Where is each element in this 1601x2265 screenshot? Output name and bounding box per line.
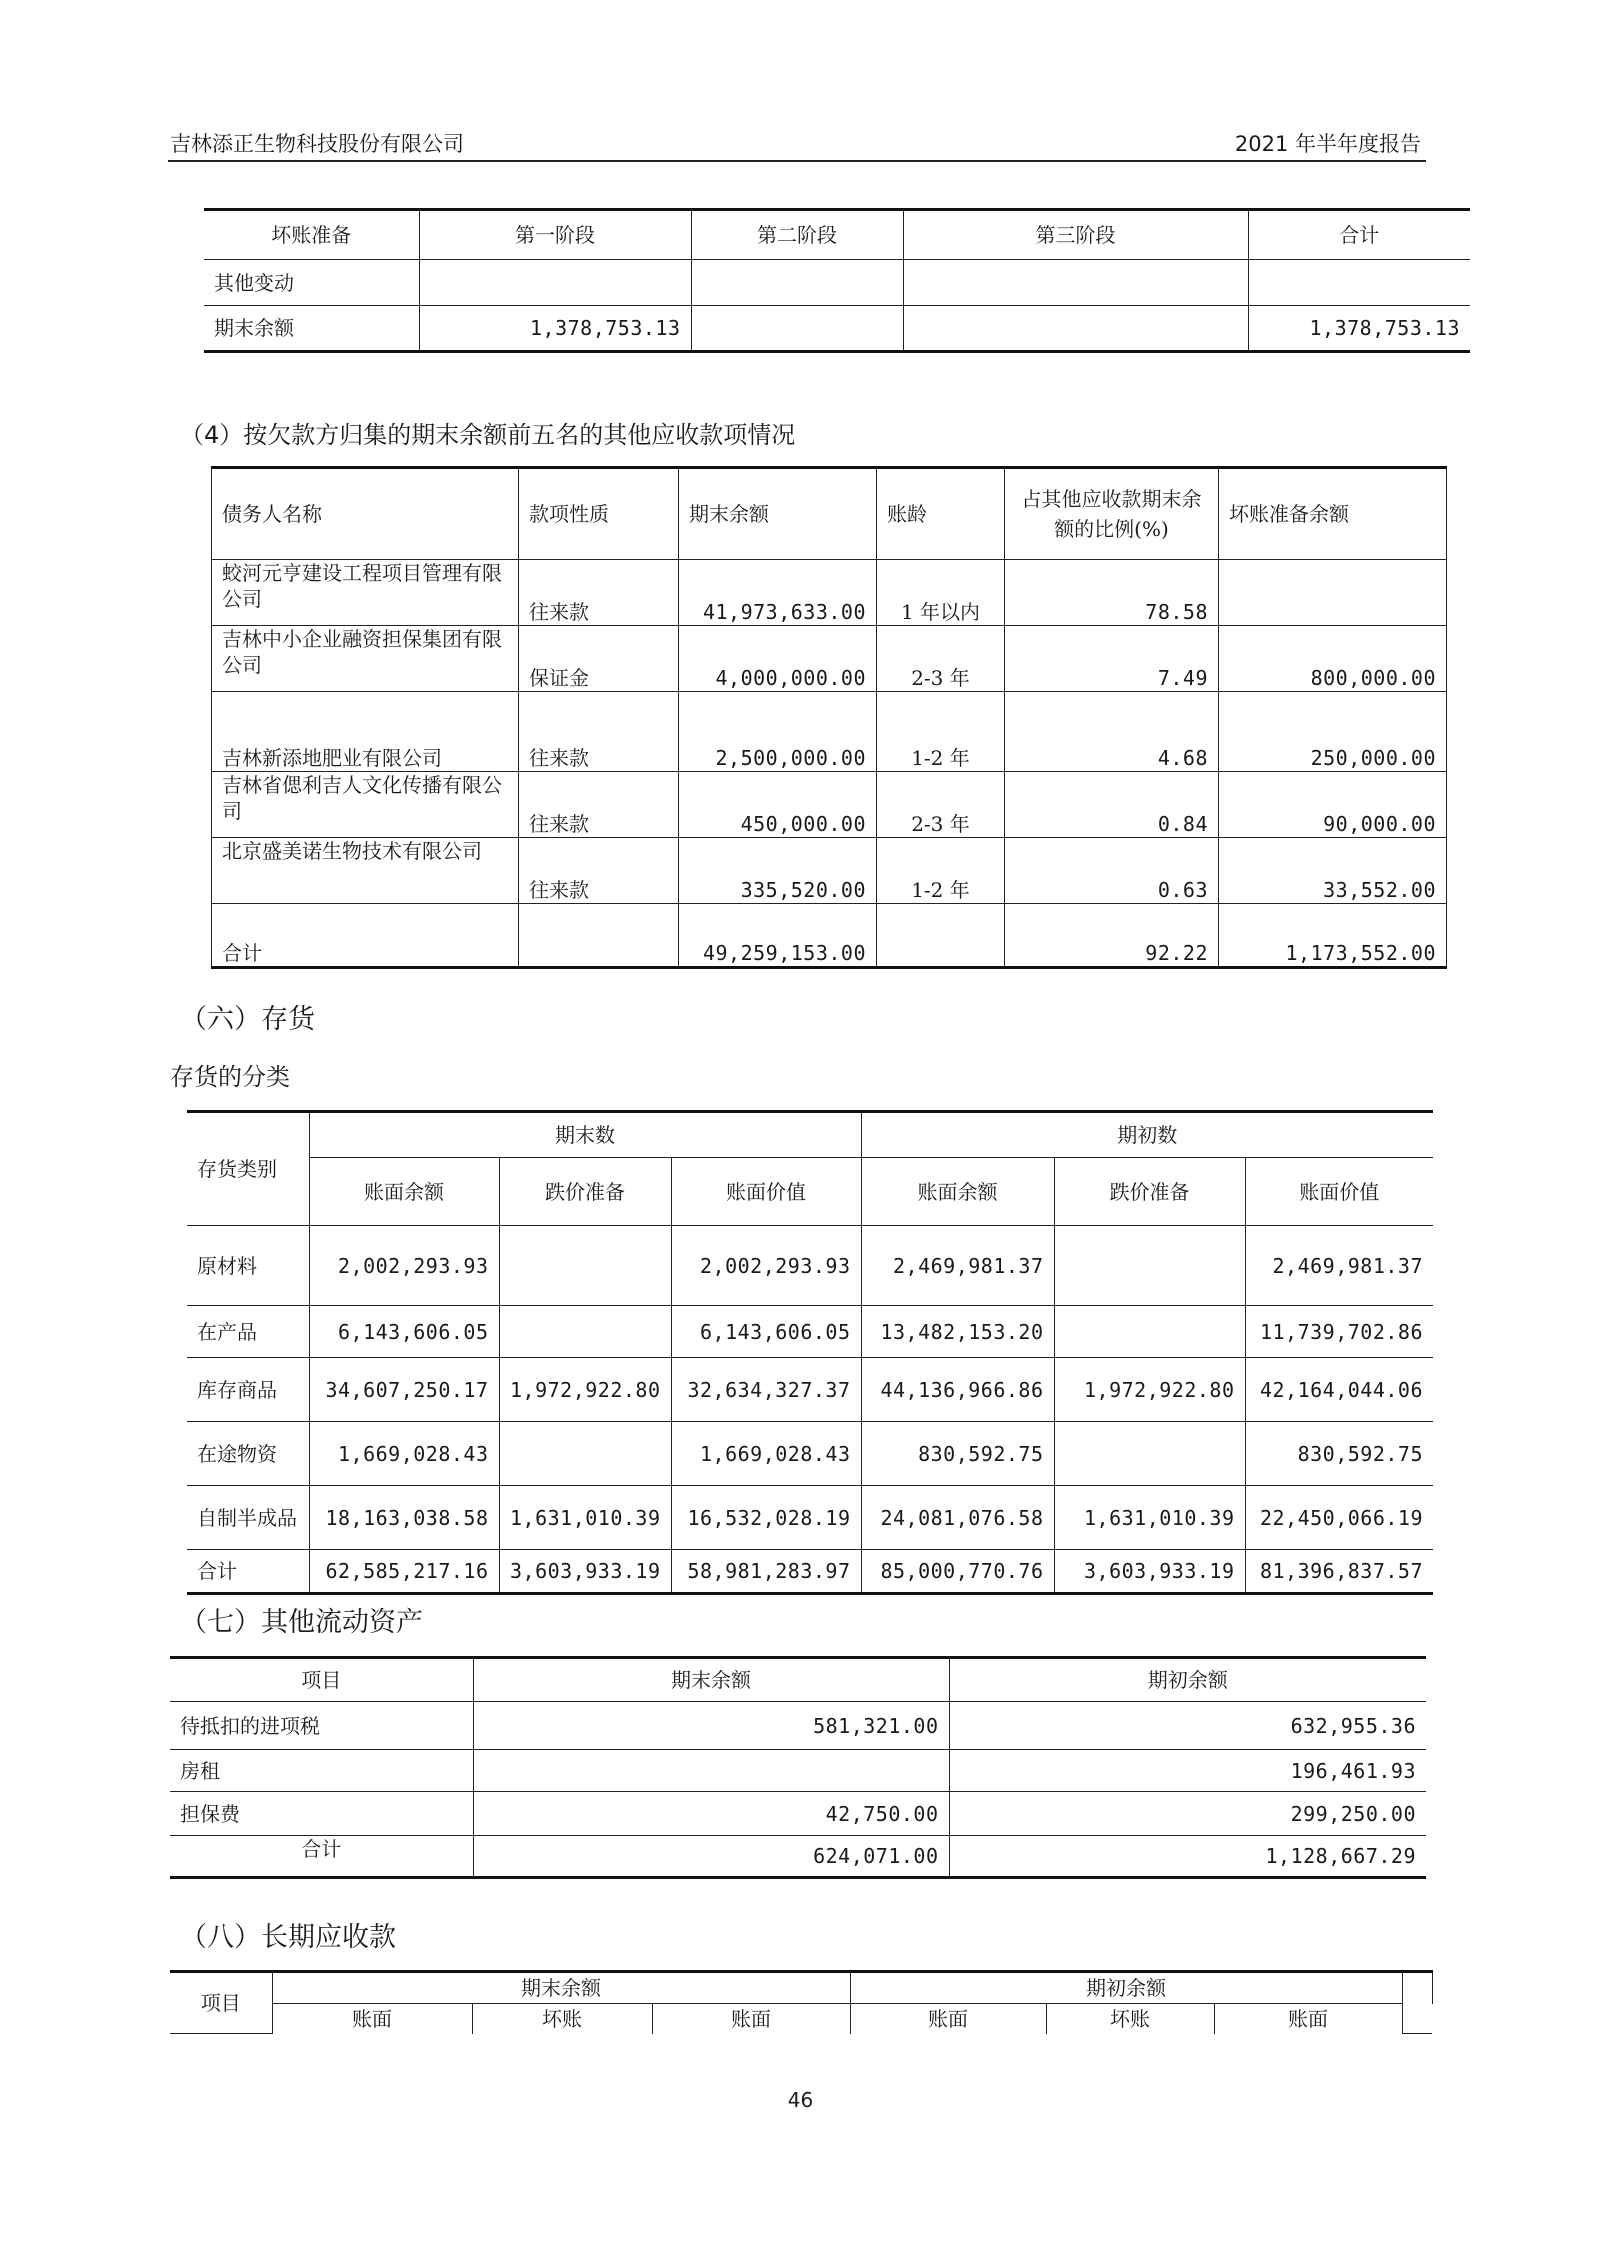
header-cell: 占其他应收款期末余额的比例(%) (1005, 468, 1219, 560)
cell: 4,000,000.00 (679, 626, 877, 692)
cell: 1 年以内 (877, 560, 1005, 626)
table-row (187, 1422, 1433, 1486)
bad-debt-table (204, 208, 1470, 353)
cell: 78.58 (1005, 560, 1219, 626)
row-label: 原材料 (187, 1226, 309, 1306)
table-row-total (212, 904, 1447, 968)
cell (903, 260, 1248, 306)
cell: 58,981,283.97 (671, 1550, 861, 1594)
cell: 3,603,933.19 (499, 1550, 671, 1594)
table-row (212, 772, 1447, 838)
cell (473, 1750, 949, 1792)
top5-debtors-table (211, 466, 1447, 969)
other-current-assets-table (170, 1656, 1426, 1879)
row-label: 担保费 (170, 1792, 473, 1836)
total-label: 合计 (212, 904, 519, 968)
inventory-table (187, 1110, 1433, 1595)
cell: 0.63 (1005, 838, 1219, 904)
cell (419, 260, 691, 306)
header-group-end: 期末数 (309, 1112, 861, 1158)
header-cell: 跌价准备 (1054, 1158, 1245, 1226)
header-cell: 账面价值 (1245, 1158, 1433, 1226)
cell: 62,585,217.16 (309, 1550, 499, 1594)
table-row (212, 838, 1447, 904)
header-cell: 账面 (850, 2004, 1046, 2034)
cell: 1,631,010.39 (499, 1486, 671, 1550)
cell: 16,532,028.19 (671, 1486, 861, 1550)
header-cell: 坏账准备 (204, 210, 419, 260)
header-report-title: 2021 年半年度报告 (1234, 132, 1421, 156)
header-cell: 账面 (1214, 2004, 1402, 2034)
cell: 2,002,293.93 (671, 1226, 861, 1306)
section-6-subtitle: 存货的分类 (170, 1063, 290, 1091)
cell: 1,128,667.29 (949, 1836, 1426, 1878)
header-cell: 合计 (1248, 210, 1470, 260)
cell: 44,136,966.86 (861, 1358, 1054, 1422)
header-cell: 款项性质 (519, 468, 679, 560)
cell (903, 306, 1248, 352)
long-term-receivables-table (170, 1970, 1433, 2034)
header-group-begin: 期初数 (861, 1112, 1433, 1158)
header-cell: 账面余额 (309, 1158, 499, 1226)
cell: 49,259,153.00 (679, 904, 877, 968)
cell: 299,250.00 (949, 1792, 1426, 1836)
header-cell: 债务人名称 (212, 468, 519, 560)
debtor-name: 北京盛美诺生物技术有限公司 (212, 838, 519, 904)
section-7-title: （七）其他流动资产 (180, 1607, 423, 1638)
cell (1219, 560, 1447, 626)
cell: 往来款 (519, 838, 679, 904)
header-item: 项目 (170, 1972, 272, 2034)
cell: 13,482,153.20 (861, 1306, 1054, 1358)
header-cell: 坏账 (472, 2004, 652, 2034)
header-cell: 账面价值 (671, 1158, 861, 1226)
cell: 1,972,922.80 (1054, 1358, 1245, 1422)
cell: 6,143,606.05 (671, 1306, 861, 1358)
cell (499, 1306, 671, 1358)
row-label: 在产品 (187, 1306, 309, 1358)
cell: 632,955.36 (949, 1702, 1426, 1750)
cell: 22,450,066.19 (1245, 1486, 1433, 1550)
row-label: 房租 (170, 1750, 473, 1792)
cell: 2,002,293.93 (309, 1226, 499, 1306)
page-number: 46 (787, 2088, 814, 2112)
header-cell: 坏账准备余额 (1219, 468, 1447, 560)
header-rule (168, 160, 1426, 162)
table-row (170, 1750, 1426, 1792)
header-cell: 账龄 (877, 468, 1005, 560)
cell: 42,164,044.06 (1245, 1358, 1433, 1422)
cell: 830,592.75 (1245, 1422, 1433, 1486)
cell: 1,669,028.43 (671, 1422, 861, 1486)
cell: 450,000.00 (679, 772, 877, 838)
header-cell: 第一阶段 (419, 210, 691, 260)
cell: 581,321.00 (473, 1702, 949, 1750)
cell (1248, 260, 1470, 306)
cell: 250,000.00 (1219, 692, 1447, 772)
total-label: 合计 (170, 1836, 473, 1878)
header-group-end: 期末余额 (272, 1972, 850, 2004)
row-label: 待抵扣的进项税 (170, 1702, 473, 1750)
cell (691, 260, 903, 306)
cell (1054, 1422, 1245, 1486)
cell: 2,469,981.37 (861, 1226, 1054, 1306)
cell: 1,378,753.13 (1248, 306, 1470, 352)
cell (877, 904, 1005, 968)
cell (691, 306, 903, 352)
header-cell: 坏账 (1046, 2004, 1214, 2034)
cell: 保证金 (519, 626, 679, 692)
cell: 1-2 年 (877, 692, 1005, 772)
cell: 24,081,076.58 (861, 1486, 1054, 1550)
cell: 33,552.00 (1219, 838, 1447, 904)
cell (1054, 1226, 1245, 1306)
header-category: 存货类别 (187, 1112, 309, 1226)
section-6-title: （六）存货 (180, 1004, 315, 1035)
header-cell: 期末余额 (473, 1658, 949, 1702)
debtor-name: 蛟河元亨建设工程项目管理有限公司 (212, 560, 519, 626)
debtor-name: 吉林中小企业融资担保集团有限公司 (212, 626, 519, 692)
cell: 2,500,000.00 (679, 692, 877, 772)
cell (499, 1226, 671, 1306)
cell: 1,173,552.00 (1219, 904, 1447, 968)
header-company: 吉林添正生物科技股份有限公司 (170, 132, 464, 156)
cell: 800,000.00 (1219, 626, 1447, 692)
cell: 往来款 (519, 692, 679, 772)
table-row-total (170, 1836, 1426, 1878)
table-row (212, 560, 1447, 626)
cell: 18,163,038.58 (309, 1486, 499, 1550)
cell (499, 1422, 671, 1486)
cell: 85,000,770.76 (861, 1550, 1054, 1594)
cell: 3,603,933.19 (1054, 1550, 1245, 1594)
cell: 196,461.93 (949, 1750, 1426, 1792)
cell: 1-2 年 (877, 838, 1005, 904)
debtor-name: 吉林新添地肥业有限公司 (212, 692, 519, 772)
table-row (212, 692, 1447, 772)
header-cell: 第三阶段 (903, 210, 1248, 260)
cell: 7.49 (1005, 626, 1219, 692)
table-row (170, 1702, 1426, 1750)
row-label: 自制半成品 (187, 1486, 309, 1550)
table-row (187, 1358, 1433, 1422)
cell: 41,973,633.00 (679, 560, 877, 626)
cell: 92.22 (1005, 904, 1219, 968)
cell: 1,378,753.13 (419, 306, 691, 352)
table-row (187, 1306, 1433, 1358)
cell: 11,739,702.86 (1245, 1306, 1433, 1358)
cell: 624,071.00 (473, 1836, 949, 1878)
cell: 0.84 (1005, 772, 1219, 838)
cell: 81,396,837.57 (1245, 1550, 1433, 1594)
row-label: 在途物资 (187, 1422, 309, 1486)
table-row (204, 260, 1470, 306)
cell: 1,972,922.80 (499, 1358, 671, 1422)
section-8-title: （八）长期应收款 (180, 1922, 396, 1953)
cell: 90,000.00 (1219, 772, 1447, 838)
header-cell-empty (1402, 2004, 1432, 2034)
section-4-title: （4）按欠款方归集的期末余额前五名的其他应收款项情况 (180, 421, 796, 449)
header-cell: 期初余额 (949, 1658, 1426, 1702)
cell: 34,607,250.17 (309, 1358, 499, 1422)
header-group-begin: 期初余额 (850, 1972, 1402, 2004)
header-cell: 项目 (170, 1658, 473, 1702)
cell: 往来款 (519, 560, 679, 626)
cell (1054, 1306, 1245, 1358)
header-cell: 第二阶段 (691, 210, 903, 260)
cell (519, 904, 679, 968)
header-cell: 账面 (652, 2004, 850, 2034)
table-row (187, 1226, 1433, 1306)
header-cell: 账面余额 (861, 1158, 1054, 1226)
row-label: 库存商品 (187, 1358, 309, 1422)
cell: 1,669,028.43 (309, 1422, 499, 1486)
debtor-name: 吉林省偲利吉人文化传播有限公司 (212, 772, 519, 838)
table-row (187, 1486, 1433, 1550)
cell: 2-3 年 (877, 626, 1005, 692)
table-row (170, 1792, 1426, 1836)
cell: 335,520.00 (679, 838, 877, 904)
cell: 2-3 年 (877, 772, 1005, 838)
cell: 32,634,327.37 (671, 1358, 861, 1422)
cell: 4.68 (1005, 692, 1219, 772)
cell: 往来款 (519, 772, 679, 838)
header-cell-empty (1402, 1972, 1432, 2004)
cell: 2,469,981.37 (1245, 1226, 1433, 1306)
cell: 830,592.75 (861, 1422, 1054, 1486)
table-row (204, 306, 1470, 352)
table-row (212, 626, 1447, 692)
row-label: 其他变动 (204, 260, 419, 306)
table-row-total (187, 1550, 1433, 1594)
header-cell: 账面 (272, 2004, 472, 2034)
cell: 42,750.00 (473, 1792, 949, 1836)
header-cell: 期末余额 (679, 468, 877, 560)
total-label: 合计 (187, 1550, 309, 1594)
row-label: 期末余额 (204, 306, 419, 352)
cell: 6,143,606.05 (309, 1306, 499, 1358)
cell: 1,631,010.39 (1054, 1486, 1245, 1550)
header-cell: 跌价准备 (499, 1158, 671, 1226)
